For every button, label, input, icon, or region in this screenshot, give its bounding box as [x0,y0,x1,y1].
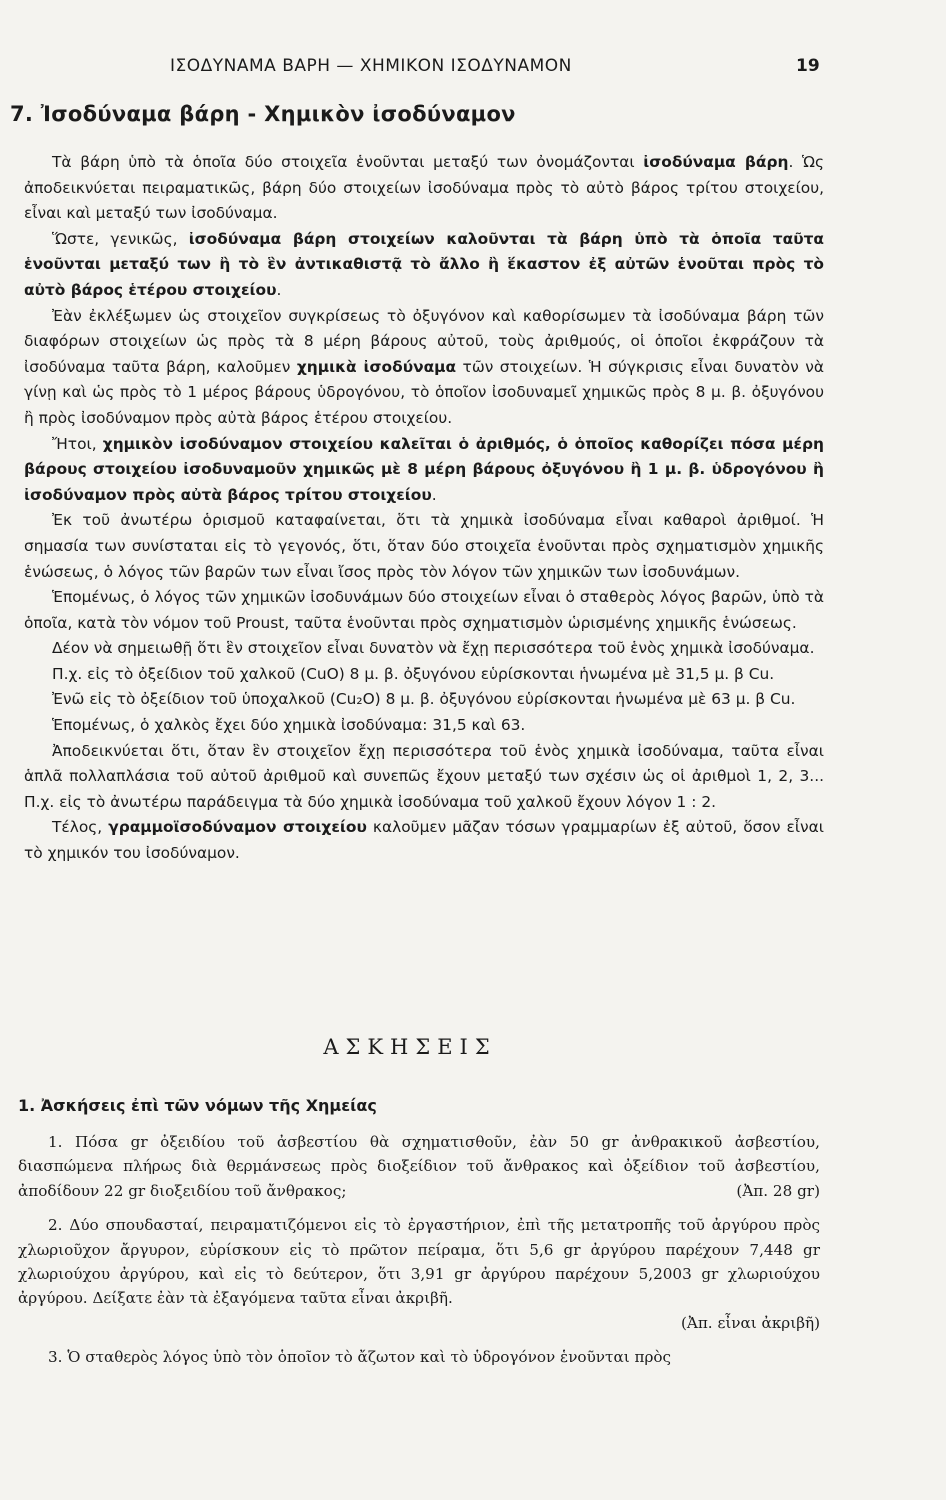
paragraph: Ἤτοι, χημικὸν ἰσοδύναμον στοιχείου καλεῖται ὁ ἀριθμός, ὁ ὁποῖος καθορίζει πόσα μέρη βάρους στοιχείου ἰσοδυναμοῦν χημικῶς μὲ 8 μέρη βάρους ὀξυγόνου ἢ 1 μ. β. ὑδρογόνου ἢ ἰσοδύναμον πρὸς αὐτὰ βάρος τρίτου στοιχείου. [24,434,824,504]
definition-bold: ἰσοδύναμα βάρη στοιχείων καλοῦνται τὰ βάρη ὑπὸ τὰ ὁποῖα ταῦτα ἑνοῦνται μεταξύ των ἢ τὸ ἓν ἀντικαθιστᾷ τὸ ἄλλο ἢ ἕκαστον ἐξ αὐτῶν ἑνοῦται πρὸς τὸ αὐτὸ βάρος ἑτέρου στοιχείου [24,229,824,299]
paragraph: Τέλος, γραμμοϊσοδύναμον στοιχείου καλοῦμεν μᾶζαν τόσων γραμμαρίων ἐξ αὐτοῦ, ὅσον εἶναι τὸ χημικόν του ἰσοδύναμον. [24,818,824,863]
page-number: 19 [796,56,820,76]
exercises-subheading: 1. Ἀσκήσεις ἐπὶ τῶν νόμων τῆς Χημείας [18,1096,377,1115]
paragraph: Ὥστε, γενικῶς, ἰσοδύναμα βάρη στοιχείων καλοῦνται τὰ βάρη ὑπὸ τὰ ὁποῖα ταῦτα ἑνοῦνται μεταξύ των ἢ τὸ ἓν ἀντικαθιστᾷ τὸ ἄλλο ἢ ἕκαστον ἐξ αὐτῶν ἑνοῦται πρὸς τὸ αὐτὸ βάρος ἑτέρου στοιχείου. [24,229,824,299]
exercise-item: 1. Πόσα gr ὀξειδίου τοῦ ἀσβεστίου θὰ σχηματισθοῦν, ἐὰν 50 gr ἀνθρακικοῦ ἀσβεστίου, διασπώμενα πλήρως διὰ θερμάνσεως πρὸς διοξείδιον τοῦ ἄνθρακος καὶ ὀξείδιον τοῦ ἀσβεστίου, ἀποδίδουν 22 gr διοξειδίου τοῦ ἄνθρακος; (Ἀπ. 28 gr) [18,1130,820,1203]
exercise-list [18,1130,820,1370]
exercise-answer: (Ἀπ. 28 gr) [736,1181,820,1200]
paragraph: Ἐκ τοῦ ἀνωτέρω ὁρισμοῦ καταφαίνεται, ὅτι τὰ χημικὰ ἰσοδύναμα εἶναι καθαροὶ ἀριθμοί. Ἡ σημασία των συνίσταται εἰς τὸ γεγονός, ὅτι, ὅταν δύο στοιχεῖα ἑνοῦνται πρὸς σχηματισμὸν χημικῆς ἑνώσεως, ὁ λόγος τῶν βαρῶν των εἶναι ἴσος πρὸς τὸν λόγον τῶν χημικῶν των ἰσοδυνάμων. [24,511,824,581]
exercise-item: 3. Ὁ σταθερὸς λόγος ὑπὸ τὸν ὁποῖον τὸ ἄζωτον καὶ τὸ ὑδρογόνον ἑνοῦνται πρὸς [48,1348,672,1367]
paragraph: Ἑπομένως, ὁ λόγος τῶν χημικῶν ἰσοδυνάμων δύο στοιχείων εἶναι ὁ σταθερὸς λόγος βαρῶν, ὑπὸ τὰ ὁποῖα, κατὰ τὸν νόμον τοῦ Proust, ταῦτα ἑνοῦνται πρὸς σχηματισμὸν ὡρισμένης χημικῆς ἑνώσεως. [24,588,824,632]
paragraph: Ἑπομένως, ὁ χαλκὸς ἔχει δύο χημικὰ ἰσοδύναμα: 31,5 καὶ 63. [52,716,526,735]
defined-term: χημικὰ ἰσοδύναμα [296,357,457,376]
paragraph: Ἀποδεικνύεται ὅτι, ὅταν ἓν στοιχεῖον ἔχῃ περισσότερα τοῦ ἑνὸς χημικὰ ἰσοδύναμα, ταῦτα εἶναι ἁπλᾶ πολλαπλάσια τοῦ αὐτοῦ ἀριθμοῦ καὶ συνεπῶς ἔχουν μεταξύ των σχέσιν ὡς οἱ ἀριθμοὶ 1, 2, 3... Π.χ. εἰς τὸ ἀνωτέρω παράδειγμα τὰ δύο χημικὰ ἰσοδύναμα τοῦ χαλκοῦ ἔχουν λόγον 1 : 2. [24,741,824,811]
definition-bold: χημικὸν ἰσοδύναμον στοιχείου καλεῖται ὁ ἀριθμός, ὁ ὁποῖος καθορίζει πόσα μέρη βάρους στοιχείου ἰσοδυναμοῦν χημικῶς μὲ 8 μέρη βάρους ὀξυγόνου ἢ 1 μ. β. ὑδρογόνου ἢ ἰσοδύναμον πρὸς αὐτὰ βάρος τρίτου στοιχείου [24,434,824,504]
body-text [24,150,824,867]
exercise-item: 2. Δύο σπουδασταί, πειραματιζόμενοι εἰς τὸ ἐργαστήριον, ἐπὶ τῆς μετατροπῆς τοῦ ἀργύρου πρὸς χλωριοῦχον ἄργυρον, εὑρίσκουν εἰς τὸ πρῶτον πείραμα, ὅτι 5,6 gr ἀργύρου παρέχουν 7,448 gr χλωριούχου ἀργύρου, καὶ εἰς τὸ δεύτερον, ὅτι 3,91 gr ἀργύρου παρέχουν 5,2003 gr χλωριούχου ἀργύρου. Δείξατε ἐὰν τὰ ἐξαγόμενα ταῦτα εἶναι ἀκριβῆ. (Ἀπ. εἶναι ἀκριβῆ) [18,1213,820,1335]
defined-term: ἰσοδύναμα βάρη [643,153,789,171]
paragraph: Ἐὰν ἐκλέξωμεν ὡς στοιχεῖον συγκρίσεως τὸ ὀξυγόνον καὶ καθορίσωμεν τὰ ἰσοδύναμα βάρη τῶν διαφόρων στοιχείων ὡς πρὸς τὰ 8 μέρη βάρους αὐτοῦ, τοὺς ἀριθμούς, οἱ ὁποῖοι ἐκφράζουν τὰ ἰσοδύναμα ταῦτα βάρη, καλοῦμεν χημικὰ ἰσοδύναμα τῶν στοιχείων. Ἡ σύγκρισις εἶναι δυνατὸν νὰ γίνῃ καὶ ὡς πρὸς τὸ 1 μέρος βάρους ὑδρογόνου, τὸ ὁποῖον ἰσοδυναμεῖ χημικῶς πρὸς 8 μ. β. ὀξυγόνου ἢ πρὸς ἰσοδύναμον πρὸς αὐτὰ βάρος ἑτέρου στοιχείου. [24,306,824,427]
running-title: ΙΣΟΔΥΝΑΜΑ ΒΑΡΗ — ΧΗΜΙΚΟΝ ΙΣΟΔΥΝΑΜΟΝ [170,56,572,76]
paragraph: Δέον νὰ σημειωθῇ ὅτι ἓν στοιχεῖον εἶναι δυνατὸν νὰ ἔχῃ περισσότερα τοῦ ἑνὸς χημικὰ ἰσοδύναμα. [52,639,815,658]
section-heading: 7. Ἰσοδύναμα βάρη - Χημικὸν ἰσοδύναμον [10,102,516,126]
paragraph: Τὰ βάρη ὑπὸ τὰ ὁποῖα δύο στοιχεῖα ἑνοῦνται μεταξύ των ὀνομάζονται ἰσοδύναμα βάρη. Ὡς ἀποδεικνύεται πειραματικῶς, βάρη δύο στοιχείων ἰσοδύναμα πρὸς τὸ αὐτὸ βάρος τρίτου στοιχείου, εἶναι καὶ μεταξύ των ἰσοδύναμα. [24,153,824,223]
exercise-answer: (Ἀπ. εἶναι ἀκριβῆ) [680,1313,820,1332]
paragraph: Ἐνῶ εἰς τὸ ὀξείδιον τοῦ ὑποχαλκοῦ (Cu₂O) 8 μ. β. ὀξυγόνου εὑρίσκονται ἡνωμένα μὲ 63 μ. β Cu. [52,690,796,709]
exercises-title: ΑΣΚΗΣΕΙΣ [323,1035,497,1059]
defined-term: γραμμοϊσοδύναμον στοιχείου [108,818,367,837]
paragraph: Π.χ. εἰς τὸ ὀξείδιον τοῦ χαλκοῦ (CuO) 8 μ. β. ὀξυγόνου εὑρίσκονται ἡνωμένα μὲ 31,5 μ. β Cu. [52,664,775,683]
